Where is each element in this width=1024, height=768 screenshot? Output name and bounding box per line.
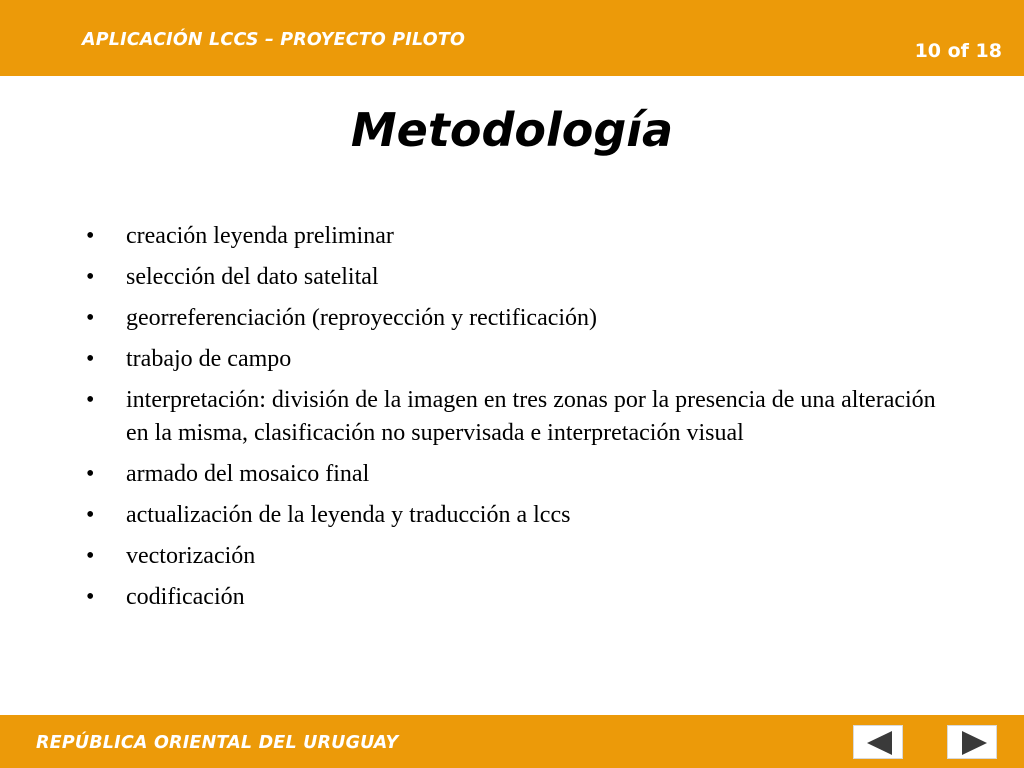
footer-bar <box>0 715 1024 768</box>
triangle-right-icon <box>948 726 998 760</box>
header-bar <box>0 0 1024 76</box>
bullet-dot: • <box>86 584 95 610</box>
bullet-text: vectorización <box>126 543 256 569</box>
bullet-dot: • <box>86 346 95 372</box>
page-counter: 10 of 18 <box>914 40 1002 62</box>
header-title: APLICACIÓN LCCS – PROYECTO PILOTO <box>82 30 466 50</box>
bullet-dot: • <box>86 264 95 290</box>
bullet-text: interpretación: división de la imagen en tres zonas por la presencia de una alteración en la misma, clasificación no supervisada e interpretación visual <box>126 387 936 446</box>
bullet-item <box>86 343 936 376</box>
bullet-text: georreferenciación (reproyección y rectificación) <box>126 305 598 331</box>
bullet-item <box>86 261 936 294</box>
triangle-left-icon <box>854 726 904 760</box>
bullet-text: armado del mosaico final <box>126 461 370 487</box>
bullet-dot: • <box>86 387 95 413</box>
bullet-dot: • <box>86 543 95 569</box>
bullet-item <box>86 581 936 614</box>
bullet-text: selección del dato satelital <box>126 264 379 290</box>
bullet-list <box>86 220 936 622</box>
bullet-dot: • <box>86 502 95 528</box>
bullet-item <box>86 302 936 335</box>
previous-slide-button[interactable] <box>853 725 903 759</box>
slide-title: Metodología <box>350 103 674 157</box>
bullet-item <box>86 220 936 253</box>
bullet-text: trabajo de campo <box>126 346 292 372</box>
bullet-item <box>86 384 936 450</box>
bullet-text: codificación <box>126 584 245 610</box>
bullet-dot: • <box>86 223 95 249</box>
footer-text: REPÚBLICA ORIENTAL DEL URUGUAY <box>36 733 399 753</box>
bullet-text: creación leyenda preliminar <box>126 223 394 249</box>
bullet-dot: • <box>86 461 95 487</box>
next-slide-button[interactable] <box>947 725 997 759</box>
bullet-item <box>86 458 936 491</box>
bullet-dot: • <box>86 305 95 331</box>
bullet-text: actualización de la leyenda y traducción a lccs <box>126 502 571 528</box>
bullet-item <box>86 499 936 532</box>
bullet-item <box>86 540 936 573</box>
